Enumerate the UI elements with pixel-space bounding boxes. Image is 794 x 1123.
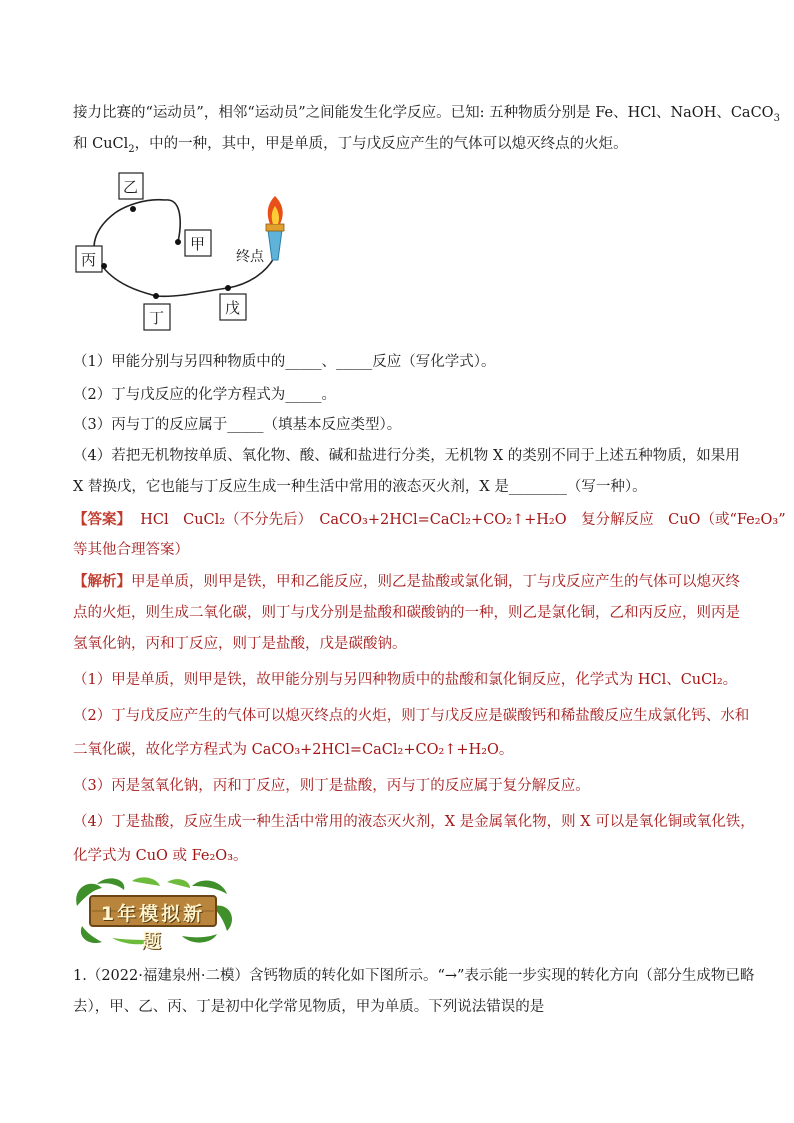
section-banner	[72, 876, 234, 952]
diagram-label-wu: 戊	[225, 299, 241, 317]
diagram-label-jia: 甲	[190, 235, 206, 253]
question-4a: （4）若把无机物按单质、氧化物、酸、碱和盐进行分类，无机物 X 的类别不同于上述五种物质，如果用	[73, 448, 740, 464]
answer-line-2: 等其他合理答案）	[73, 542, 189, 558]
question-2: （2）丁与戊反应的化学方程式为_____。	[73, 387, 336, 403]
q1-line-1: 1.（2022·福建泉州·二模）含钙物质的转化如下图所示。“→”表示能一步实现的转化方向（部分生成物已略	[73, 968, 755, 984]
diagram-end-label: 终点	[236, 249, 264, 265]
q1-line-2: 去），甲、乙、丙、丁是初中化学常见物质，甲为单质。下列说法错误的是	[73, 999, 545, 1015]
torch-icon	[266, 196, 284, 260]
diagram-label-yi: 乙	[123, 178, 139, 196]
analysis-p2b: 二氧化碳，故化学方程式为 CaCO₃+2HCl=CaCl₂+CO₂↑+H₂O。	[73, 742, 514, 758]
banner-text: 1年模拟新题	[100, 903, 206, 952]
analysis-line-1: 【解析】甲是单质，则甲是铁，甲和乙能反应，则乙是盐酸或氯化铜，丁与戊反应产生的气体可以熄灭终	[73, 573, 740, 590]
relay-diagram	[70, 168, 300, 338]
intro-line-1: 接力比赛的“运动员”，相邻“运动员”之间能发生化学反应。已知: 五种物质分别是 Fe、HCl、NaOH、CaCO$_3$	[73, 105, 780, 124]
analysis-p4a: （4）丁是盐酸，反应生成一种生活中常用的液态灭火剂，X 是金属氧化物，则 X 可以是氧化铜或氧化铁，	[73, 814, 755, 830]
diagram-label-bing: 丙	[81, 251, 97, 269]
analysis-p2a: （2）丁与戊反应产生的气体可以熄灭终点的火炬，则丁与戊反应是碳酸钙和稀盐酸反应生成氯化钙、水和	[73, 708, 750, 724]
question-1: （1）甲能分别与另四种物质中的_____、_____反应（写化学式）。	[73, 354, 496, 370]
analysis-p3: （3）丙是氢氧化钠，丙和丁反应，则丁是盐酸，丙与丁的反应属于复分解反应。	[73, 778, 590, 794]
question-3: （3）丙与丁的反应属于_____（填基本反应类型）。	[73, 417, 402, 433]
answer-line-1: 【答案】 HCl CuCl₂（不分先后） CaCO₃+2HCl=CaCl₂+CO₂↑+H₂O 复分解反应 CuO（或“Fe₂O₃”	[73, 511, 786, 528]
question-4b: X 替换戊，它也能与丁反应生成一种生活中常用的液态灭火剂，X 是________（写一种）。	[73, 479, 647, 495]
analysis-line-3: 氢氧化钠，丙和丁反应，则丁是盐酸，戊是碳酸钠。	[73, 636, 407, 652]
analysis-p4b: 化学式为 CuO 或 Fe₂O₃。	[73, 848, 248, 864]
diagram-label-ding: 丁	[149, 309, 165, 327]
analysis-p1: （1）甲是单质，则甲是铁，故甲能分别与另四种物质中的盐酸和氯化铜反应，化学式为 HCl、CuCl₂。	[73, 672, 738, 688]
intro-line-2: 和 CuCl$_2$，中的一种，其中，甲是单质，丁与戊反应产生的气体可以熄灭终点的火炬。	[73, 136, 628, 155]
analysis-line-2: 点的火炬，则生成二氧化碳，则丁与戊分别是盐酸和碳酸钠的一种，则乙是氯化铜，乙和丙反应，则丙是	[73, 605, 740, 621]
